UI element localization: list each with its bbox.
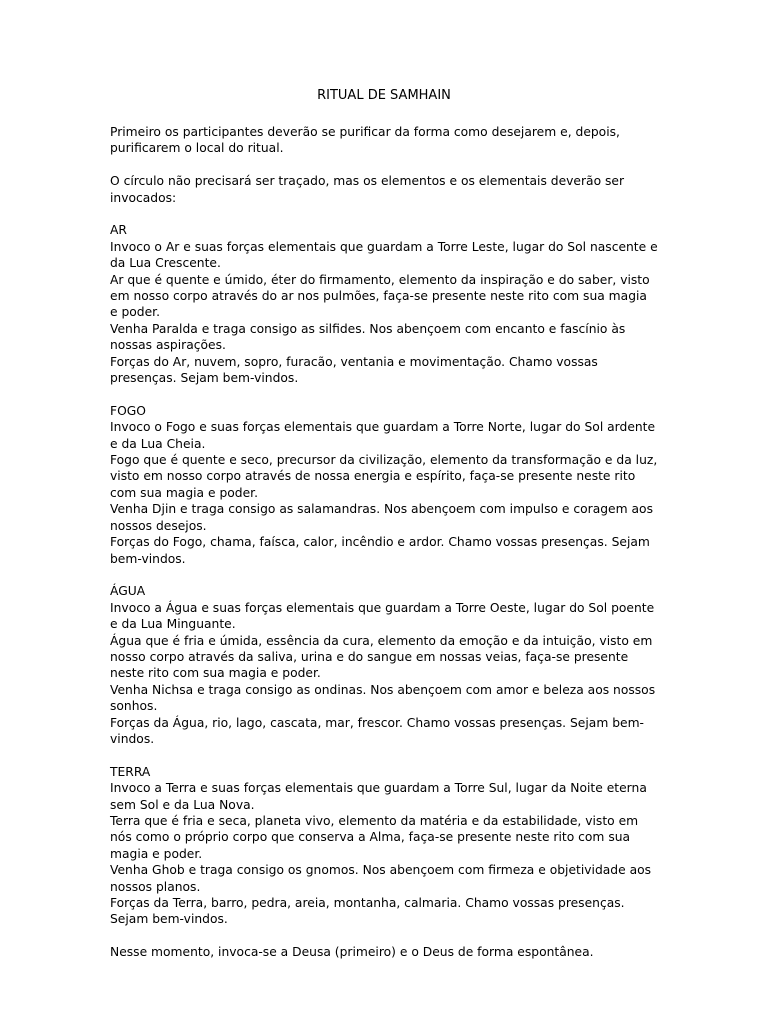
section-line: Venha Paralda e traga consigo as silfides. Nos abençoem com encanto e fascínio às nossas aspirações.: [110, 321, 626, 353]
closing-paragraph: Nesse momento, invoca-se a Deusa (primeiro) e o Deus de forma espontânea.: [110, 945, 594, 960]
section-heading-agua: ÁGUA: [110, 584, 146, 599]
document-page: [110, 86, 658, 961]
section-heading-terra: TERRA: [110, 764, 151, 779]
section-line: Invoco a Água e suas forças elementais que guardam a Torre Oeste, lugar do Sol poente e da Lua Minguante.: [110, 600, 655, 632]
section-fogo: [110, 403, 658, 567]
section-line: Forças da Terra, barro, pedra, areia, montanha, calmaria. Chamo vossas presenças. Sejam bem-vindos.: [110, 896, 625, 927]
section-agua: [110, 583, 658, 747]
section-line: Invoco o Ar e suas forças elementais que guardam a Torre Leste, lugar do Sol nascente e da Lua Crescente.: [110, 239, 658, 271]
section-line: Venha Nichsa e traga consigo as ondinas. Nos abençoem com amor e beleza aos nossos sonhos.: [110, 682, 656, 714]
section-heading-fogo: FOGO: [110, 403, 146, 418]
section-line: Forças do Fogo, chama, faísca, calor, incêndio e ardor. Chamo vossas presenças. Sejam bem-vindos.: [110, 535, 650, 566]
section-heading-ar: AR: [110, 223, 127, 238]
paragraph-gap: [110, 928, 658, 944]
paragraph-gap: [110, 157, 658, 173]
intro-paragraph-purification: Primeiro os participantes deverão se purificar da forma como desejarem e, depois, purificarem o local do ritual.: [110, 125, 620, 156]
section-line: Invoco o Fogo e suas forças elementais que guardam a Torre Norte, lugar do Sol ardente e da Lua Cheia.: [110, 420, 656, 451]
document-title: RITUAL DE SAMHAIN: [317, 88, 451, 103]
section-line: Terra que é fria e seca, planeta vivo, elemento da matéria e da estabilidade, visto em nós como o próprio corpo que conserva a Alma, faça-se presente neste rito com sua magia e poder.: [110, 813, 639, 861]
paragraph-gap: [110, 567, 658, 583]
intro-paragraph-circle: O círculo não precisará ser traçado, mas os elementos e os elementais deverão ser invocados:: [110, 174, 625, 205]
section-ar: [110, 222, 658, 386]
section-line: Ar que é quente e úmido, éter do firmamento, elemento da inspiração e do saber, visto em nosso corpo através do ar nos pulmões, faça-se presente neste rito com sua magia e poder.: [110, 272, 650, 320]
section-terra: [110, 764, 658, 928]
section-line: Água que é fria e úmida, essência da cura, elemento da emoção e da intuição, visto em nosso corpo através da saliva, urina e do sangue em nossas veias, faça-se presente neste rito com sua magia e poder.: [110, 633, 653, 681]
paragraph-gap: [110, 747, 658, 763]
paragraph-gap: [110, 386, 658, 402]
section-line: Venha Ghob e traga consigo os gnomos. Nos abençoem com firmeza e objetividade aos nossos planos.: [110, 863, 652, 894]
section-line: Fogo que é quente e seco, precursor da civilização, elemento da transformação e da luz, visto em nosso corpo através de nossa energia e espírito, faça-se presente neste rito com sua magia e poder.: [110, 453, 658, 500]
paragraph-gap: [110, 206, 658, 222]
section-line: Forças da Água, rio, lago, cascata, mar, frescor. Chamo vossas presenças. Sejam bem-vindos.: [110, 715, 644, 746]
section-line: Forças do Ar, nuvem, sopro, furacão, ventania e movimentação. Chamo vossas presenças. Sejam bem-vindos.: [110, 354, 598, 386]
section-line: Invoco a Terra e suas forças elementais que guardam a Torre Sul, lugar da Noite eterna sem Sol e da Lua Nova.: [110, 781, 647, 812]
section-line: Venha Djin e traga consigo as salamandras. Nos abençoem com impulso e coragem aos nossos desejos.: [110, 502, 653, 533]
